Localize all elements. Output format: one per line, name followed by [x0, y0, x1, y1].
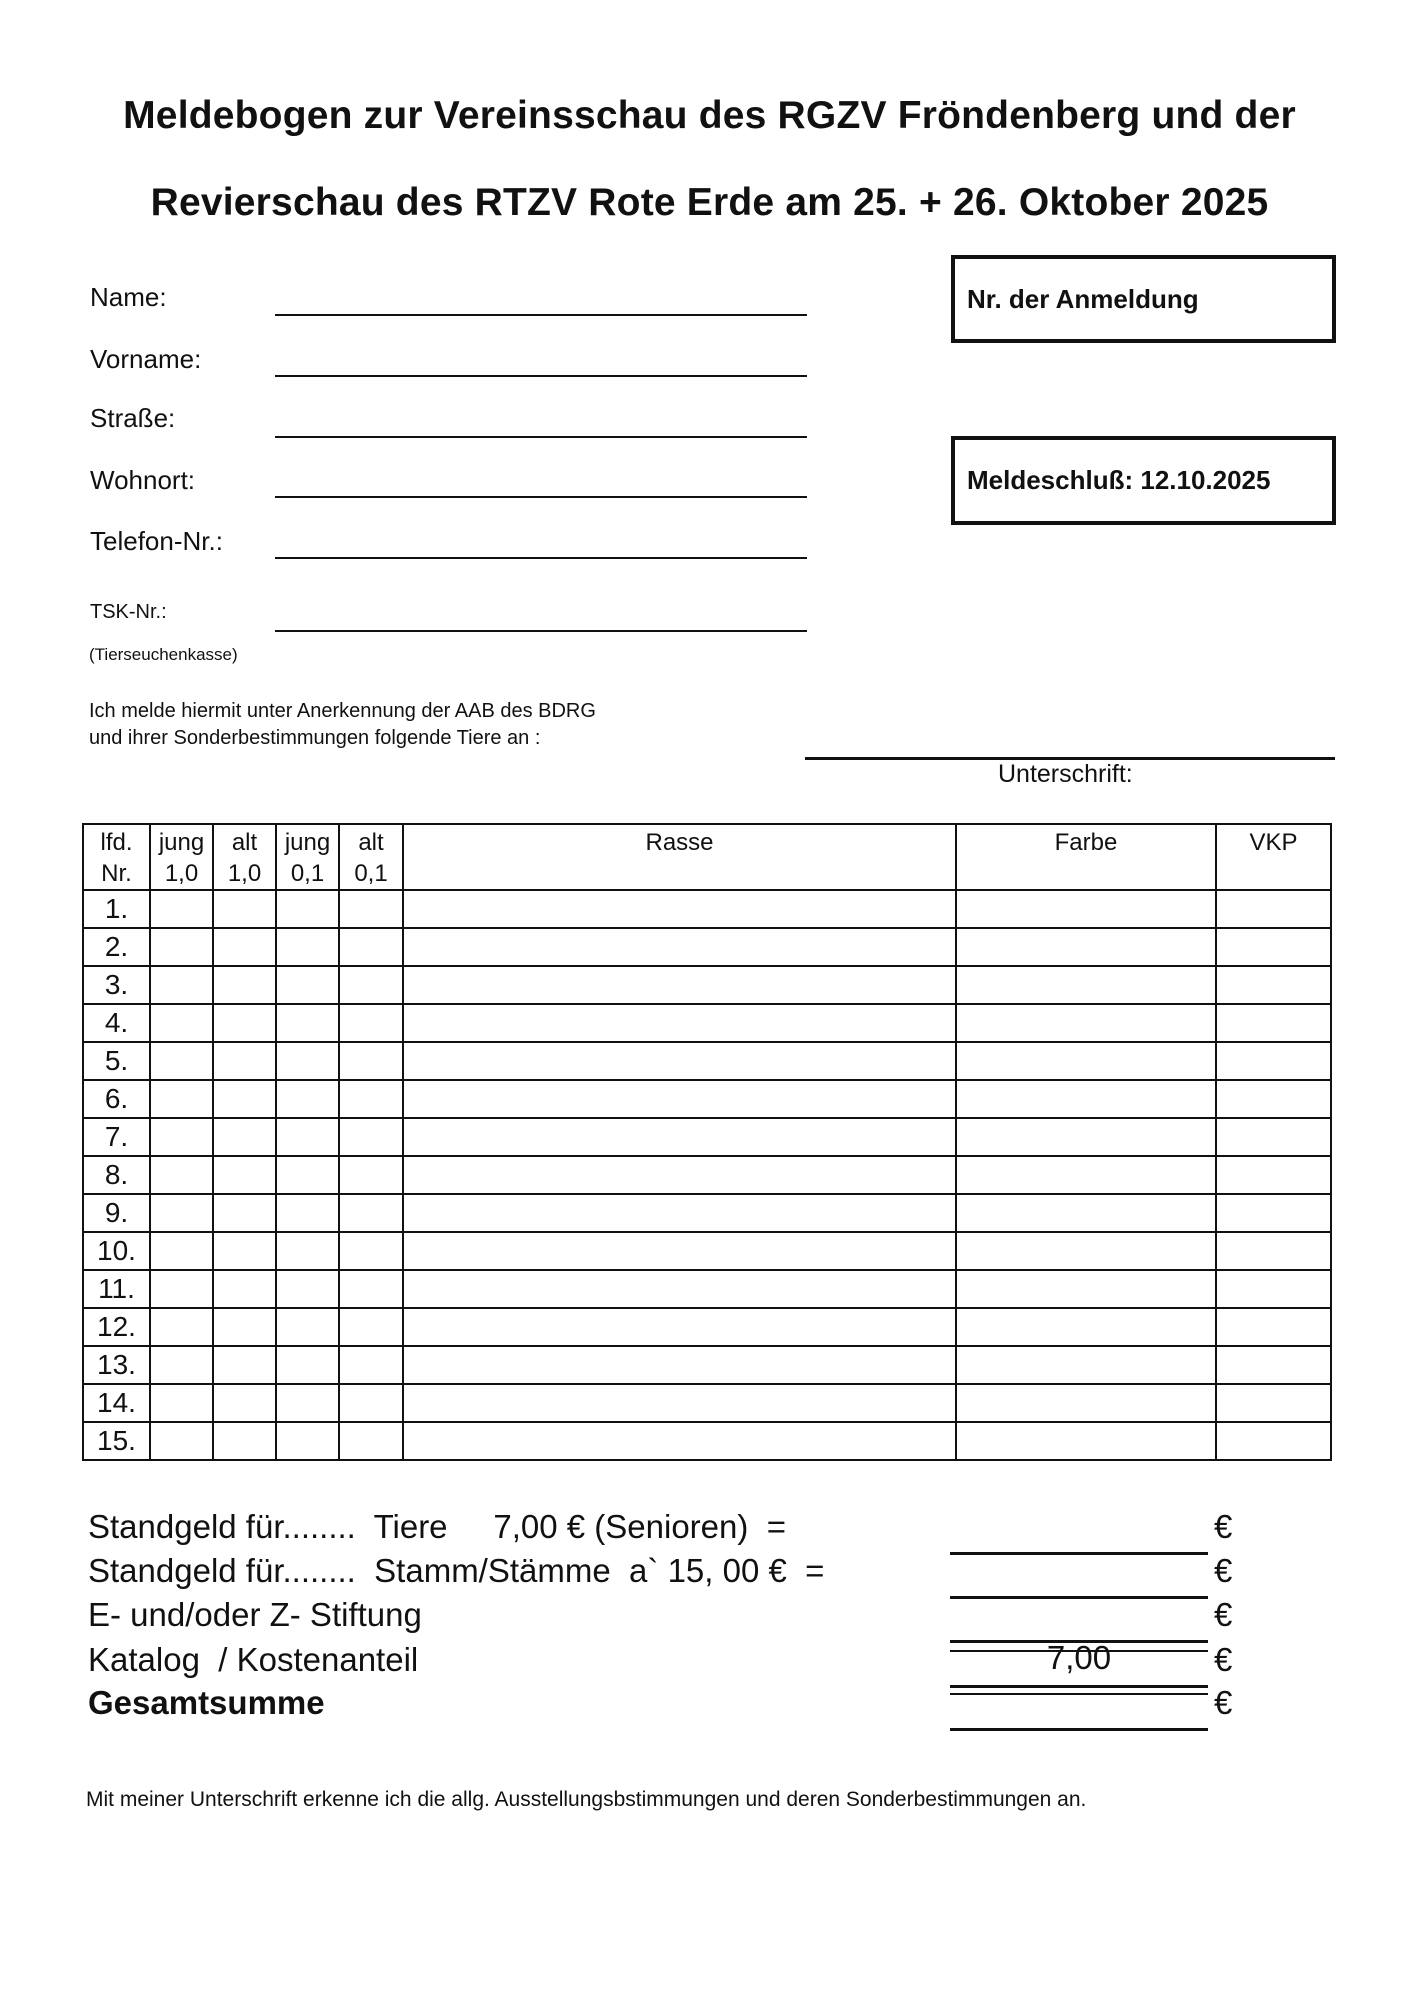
registration-number-box: [951, 255, 1336, 343]
alt-female-cell[interactable]: [339, 890, 403, 928]
alt-female-cell[interactable]: [339, 1080, 403, 1118]
jung-male-cell[interactable]: [150, 1156, 213, 1194]
alt-female-cell[interactable]: [339, 1118, 403, 1156]
alt-female-cell[interactable]: [339, 1422, 403, 1460]
rasse-cell[interactable]: [403, 1384, 956, 1422]
farbe-cell[interactable]: [956, 1270, 1216, 1308]
rasse-cell[interactable]: [403, 1194, 956, 1232]
jung-male-cell[interactable]: [150, 1042, 213, 1080]
alt-female-cell[interactable]: [339, 928, 403, 966]
row-number: 2.: [83, 928, 150, 966]
fee-upper-line: [950, 1650, 1208, 1652]
vkp-cell[interactable]: [1216, 1004, 1331, 1042]
jung-male-cell[interactable]: [150, 1422, 213, 1460]
table-row: [83, 1118, 1331, 1156]
rasse-cell[interactable]: [403, 1346, 956, 1384]
vkp-cell[interactable]: [1216, 1422, 1331, 1460]
fee-value[interactable]: 7,00: [1046, 1639, 1112, 1676]
rasse-cell[interactable]: [403, 1422, 956, 1460]
jung-male-cell[interactable]: [150, 1118, 213, 1156]
alt-male-cell[interactable]: [213, 1384, 276, 1422]
registration-number-label: Nr. der Anmeldung: [967, 283, 1199, 314]
fee-label: Standgeld für........ Tiere 7,00 € (Senioren) =: [88, 1508, 786, 1545]
alt-male-cell[interactable]: [213, 1232, 276, 1270]
fee-upper-line: [950, 1693, 1208, 1695]
header-jung-male: jung 1,0: [150, 824, 213, 890]
alt-male-cell[interactable]: [213, 1156, 276, 1194]
rasse-cell[interactable]: [403, 1308, 956, 1346]
wohnort-label: Wohnort:: [90, 465, 196, 495]
jung-male-cell[interactable]: [150, 1346, 213, 1384]
table-row: [83, 1422, 1331, 1460]
rasse-cell[interactable]: [403, 1270, 956, 1308]
alt-male-cell[interactable]: [213, 1308, 276, 1346]
rasse-cell[interactable]: [403, 966, 956, 1004]
fee-label: Standgeld für........ Stamm/Stämme a` 15, 00 € =: [88, 1552, 825, 1589]
vorname-field-line[interactable]: [275, 375, 807, 377]
jung-female-cell[interactable]: [276, 1308, 339, 1346]
farbe-cell[interactable]: [956, 1384, 1216, 1422]
table-row: [83, 1346, 1331, 1384]
farbe-cell[interactable]: [956, 966, 1216, 1004]
strasse-field-line[interactable]: [275, 436, 807, 438]
header-alt-female: alt 0,1: [339, 824, 403, 890]
table-row: [83, 966, 1331, 1004]
jung-male-cell[interactable]: [150, 1308, 213, 1346]
alt-female-cell[interactable]: [339, 1156, 403, 1194]
header-farbe: Farbe: [956, 824, 1216, 890]
alt-male-cell[interactable]: [213, 1004, 276, 1042]
jung-female-cell[interactable]: [276, 1422, 339, 1460]
fee-amount-line: [950, 1596, 1208, 1599]
rasse-cell[interactable]: [403, 1042, 956, 1080]
vkp-cell[interactable]: [1216, 1156, 1331, 1194]
farbe-cell[interactable]: [956, 1080, 1216, 1118]
alt-female-cell[interactable]: [339, 1308, 403, 1346]
alt-male-cell[interactable]: [213, 890, 276, 928]
vkp-cell[interactable]: [1216, 1308, 1331, 1346]
farbe-cell[interactable]: [956, 1194, 1216, 1232]
jung-male-cell[interactable]: [150, 1194, 213, 1232]
farbe-cell[interactable]: [956, 1156, 1216, 1194]
row-number: 1.: [83, 890, 150, 928]
farbe-cell[interactable]: [956, 1308, 1216, 1346]
farbe-cell[interactable]: [956, 1004, 1216, 1042]
alt-male-cell[interactable]: [213, 1194, 276, 1232]
form-title-line-2: Revierschau des RTZV Rote Erde am 25. + 26. Oktober 2025: [150, 181, 1269, 224]
vkp-cell[interactable]: [1216, 1384, 1331, 1422]
rasse-cell[interactable]: [403, 1004, 956, 1042]
vkp-cell[interactable]: [1216, 1080, 1331, 1118]
vkp-cell[interactable]: [1216, 1232, 1331, 1270]
rasse-cell[interactable]: [403, 1156, 956, 1194]
alt-male-cell[interactable]: [213, 1042, 276, 1080]
euro-sign: €: [1214, 1684, 1233, 1721]
vkp-cell[interactable]: [1216, 966, 1331, 1004]
alt-female-cell[interactable]: [339, 1194, 403, 1232]
alt-male-cell[interactable]: [213, 1270, 276, 1308]
euro-sign: €: [1214, 1508, 1233, 1545]
name-field-line[interactable]: [275, 314, 807, 316]
rasse-cell[interactable]: [403, 890, 956, 928]
telefon-label: Telefon-Nr.:: [90, 526, 223, 556]
alt-male-cell[interactable]: [213, 1346, 276, 1384]
table-row: [83, 890, 1331, 928]
euro-sign: €: [1214, 1641, 1233, 1678]
table-row: [83, 1270, 1331, 1308]
telefon-field-line[interactable]: [275, 557, 807, 559]
table-row: [83, 1080, 1331, 1118]
farbe-cell[interactable]: [956, 1232, 1216, 1270]
header-jung-female: jung 0,1: [276, 824, 339, 890]
farbe-cell[interactable]: [956, 1042, 1216, 1080]
jung-female-cell[interactable]: [276, 890, 339, 928]
alt-female-cell[interactable]: [339, 1004, 403, 1042]
jung-female-cell[interactable]: [276, 1156, 339, 1194]
jung-female-cell[interactable]: [276, 1194, 339, 1232]
declaration-line-1: Ich melde hiermit unter Anerkennung der AAB des BDRG: [89, 700, 596, 722]
farbe-cell[interactable]: [956, 1118, 1216, 1156]
jung-male-cell[interactable]: [150, 890, 213, 928]
wohnort-field-line[interactable]: [275, 496, 807, 498]
fee-amount-line: [950, 1685, 1208, 1688]
jung-female-cell[interactable]: [276, 928, 339, 966]
jung-male-cell[interactable]: [150, 928, 213, 966]
fee-amount-line: [950, 1552, 1208, 1555]
row-number: 13.: [83, 1346, 150, 1384]
alt-female-cell[interactable]: [339, 966, 403, 1004]
form-title-line-1: Meldebogen zur Vereinsschau des RGZV Fröndenberg und der: [123, 94, 1296, 137]
euro-sign: €: [1214, 1552, 1233, 1589]
jung-male-cell[interactable]: [150, 966, 213, 1004]
jung-female-cell[interactable]: [276, 1080, 339, 1118]
alt-female-cell[interactable]: [339, 1346, 403, 1384]
header-rasse: Rasse: [403, 824, 956, 890]
farbe-cell[interactable]: [956, 1346, 1216, 1384]
deadline-label: Meldeschluß: 12.10.2025: [967, 465, 1271, 495]
jung-male-cell[interactable]: [150, 1004, 213, 1042]
header-lfd-nr: lfd. Nr.: [83, 824, 150, 890]
tsk-field-line[interactable]: [275, 630, 807, 632]
jung-female-cell[interactable]: [276, 1042, 339, 1080]
alt-male-cell[interactable]: [213, 1080, 276, 1118]
jung-female-cell[interactable]: [276, 1232, 339, 1270]
row-number: 14.: [83, 1384, 150, 1422]
fee-amount-line: [950, 1728, 1208, 1731]
row-number: 3.: [83, 966, 150, 1004]
jung-male-cell[interactable]: [150, 1270, 213, 1308]
fee-label: Gesamtsumme: [88, 1684, 325, 1721]
row-number: 9.: [83, 1194, 150, 1232]
tsk-note: (Tierseuchenkasse): [89, 645, 238, 664]
farbe-cell[interactable]: [956, 928, 1216, 966]
vkp-cell[interactable]: [1216, 1118, 1331, 1156]
alt-female-cell[interactable]: [339, 1042, 403, 1080]
header-alt-male: alt 1,0: [213, 824, 276, 890]
alt-male-cell[interactable]: [213, 1422, 276, 1460]
row-number: 15.: [83, 1422, 150, 1460]
jung-female-cell[interactable]: [276, 1004, 339, 1042]
table-row: [83, 1384, 1331, 1422]
row-number: 6.: [83, 1080, 150, 1118]
jung-female-cell[interactable]: [276, 966, 339, 1004]
signature-label: Unterschrift:: [998, 760, 1133, 788]
table-row: [83, 1042, 1331, 1080]
fee-label: E- und/oder Z- Stiftung: [88, 1596, 422, 1633]
jung-male-cell[interactable]: [150, 1232, 213, 1270]
rasse-cell[interactable]: [403, 1080, 956, 1118]
deadline-box: [951, 436, 1336, 525]
row-number: 12.: [83, 1308, 150, 1346]
table-row: [83, 1308, 1331, 1346]
row-number: 8.: [83, 1156, 150, 1194]
rasse-cell[interactable]: [403, 928, 956, 966]
jung-male-cell[interactable]: [150, 1080, 213, 1118]
alt-male-cell[interactable]: [213, 966, 276, 1004]
table-row: [83, 928, 1331, 966]
header-vkp: VKP: [1216, 824, 1331, 890]
jung-female-cell[interactable]: [276, 1270, 339, 1308]
declaration-line-2: und ihrer Sonderbestimmungen folgende Tiere an :: [89, 727, 541, 749]
table-row: [83, 1194, 1331, 1232]
name-label: Name:: [90, 282, 167, 312]
alt-female-cell[interactable]: [339, 1384, 403, 1422]
table-header-row: [83, 824, 1331, 890]
vorname-label: Vorname:: [90, 344, 202, 374]
table-row: [83, 1232, 1331, 1270]
strasse-label: Straße:: [90, 403, 176, 433]
jung-female-cell[interactable]: [276, 1118, 339, 1156]
vkp-cell[interactable]: [1216, 890, 1331, 928]
farbe-cell[interactable]: [956, 890, 1216, 928]
fee-label: Katalog / Kostenanteil: [88, 1641, 419, 1678]
alt-male-cell[interactable]: [213, 928, 276, 966]
row-number: 5.: [83, 1042, 150, 1080]
table-row: [83, 1004, 1331, 1042]
alt-male-cell[interactable]: [213, 1118, 276, 1156]
table-row: [83, 1156, 1331, 1194]
jung-female-cell[interactable]: [276, 1384, 339, 1422]
vkp-cell[interactable]: [1216, 1270, 1331, 1308]
jung-female-cell[interactable]: [276, 1346, 339, 1384]
vkp-cell[interactable]: [1216, 928, 1331, 966]
row-number: 4.: [83, 1004, 150, 1042]
rasse-cell[interactable]: [403, 1118, 956, 1156]
row-number: 11.: [83, 1270, 150, 1308]
alt-female-cell[interactable]: [339, 1270, 403, 1308]
animal-table: [82, 823, 1332, 1461]
row-number: 10.: [83, 1232, 150, 1270]
vkp-cell[interactable]: [1216, 1042, 1331, 1080]
vkp-cell[interactable]: [1216, 1346, 1331, 1384]
alt-female-cell[interactable]: [339, 1232, 403, 1270]
rasse-cell[interactable]: [403, 1232, 956, 1270]
tsk-label: TSK-Nr.:: [90, 601, 167, 623]
euro-sign: €: [1214, 1596, 1233, 1633]
jung-male-cell[interactable]: [150, 1384, 213, 1422]
footer-note: Mit meiner Unterschrift erkenne ich die allg. Ausstellungsbstimmungen und deren Sonderbestimmungen an.: [86, 1788, 1087, 1811]
row-number: 7.: [83, 1118, 150, 1156]
farbe-cell[interactable]: [956, 1422, 1216, 1460]
vkp-cell[interactable]: [1216, 1194, 1331, 1232]
